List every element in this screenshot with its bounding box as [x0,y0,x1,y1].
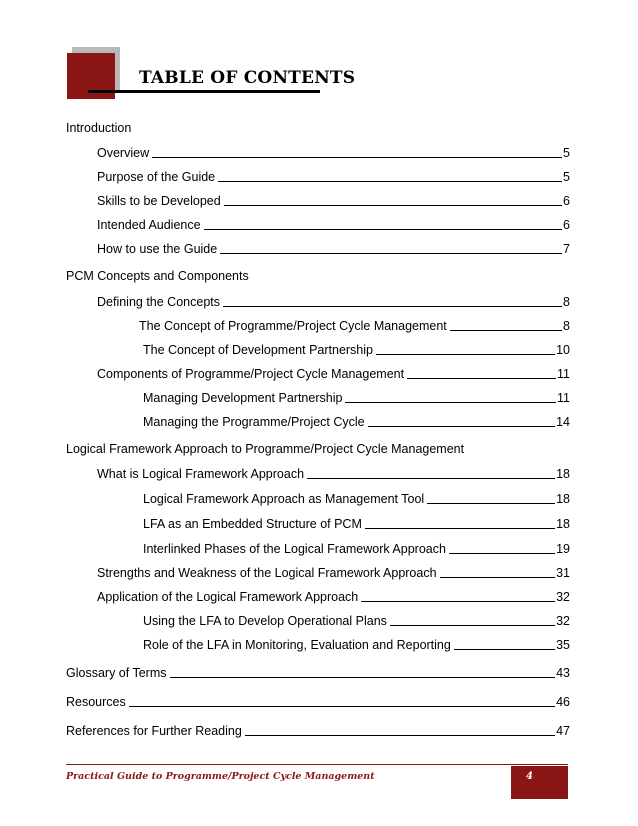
toc-entry[interactable] [66,723,570,738]
toc-leader [450,329,562,331]
toc-entry-page: 10 [556,343,570,357]
toc-entry-label: The Concept of Programme/Project Cycle Management [139,319,447,333]
toc-entry[interactable] [143,414,570,429]
page-number: 4 [526,771,533,782]
toc-entry[interactable] [97,193,570,208]
toc-entry[interactable] [143,390,570,405]
toc-entry-page: 18 [556,492,570,506]
toc-entry-label: Managing the Programme/Project Cycle [143,415,365,429]
toc-entry[interactable] [143,516,570,531]
toc-entry[interactable] [143,342,570,357]
toc-leader [440,576,556,578]
toc-entry-page: 8 [563,319,570,333]
toc-entry[interactable] [97,217,570,232]
toc-entry-page: 31 [556,566,570,580]
toc-entry[interactable] [143,491,570,506]
toc-leader [220,252,562,254]
toc-entry-label: LFA as an Embedded Structure of PCM [143,517,362,531]
toc-entry[interactable] [97,241,570,256]
toc-entry-page: 32 [556,590,570,604]
toc-entry[interactable] [97,466,570,481]
toc-section-introduction: Introduction [66,121,132,135]
toc-entry-page: 46 [556,695,570,709]
toc-leader [365,527,555,529]
toc-entry-page: 18 [556,517,570,531]
toc-entry-page: 35 [556,638,570,652]
footer-title: Practical Guide to Programme/Project Cycle Management [66,771,375,782]
toc-entry-label: Using the LFA to Develop Operational Plans [143,614,387,628]
toc-leader [218,180,562,182]
title-underline [88,90,320,93]
toc-leader [427,502,555,504]
toc-leader [245,734,555,736]
toc-leader [376,353,555,355]
toc-section-pcm-concepts: PCM Concepts and Components [66,269,249,283]
toc-entry-page: 11 [557,391,570,405]
toc-entry-page: 14 [556,415,570,429]
toc-entry[interactable] [97,366,570,381]
toc-leader [223,305,562,307]
toc-entry-label: Resources [66,695,126,709]
toc-entry-label: The Concept of Development Partnership [143,343,373,357]
toc-entry-page: 8 [563,295,570,309]
toc-leader [224,204,562,206]
toc-entry-label: Skills to be Developed [97,194,221,208]
toc-entry-label: Role of the LFA in Monitoring, Evaluation and Reporting [143,638,451,652]
toc-entry[interactable] [143,613,570,628]
toc-leader [454,648,555,650]
toc-entry-label: Interlinked Phases of the Logical Framework Approach [143,542,446,556]
toc-entry[interactable] [66,694,570,709]
toc-entry[interactable] [97,565,570,580]
toc-entry-label: Managing Development Partnership [143,391,343,405]
toc-leader [307,477,555,479]
toc-entry-label: References for Further Reading [66,724,242,738]
toc-entry-label: Overview [97,146,150,160]
toc-entry-label: Components of Programme/Project Cycle Management [97,367,405,381]
toc-entry-label: Intended Audience [97,218,201,232]
toc-entry-page: 11 [557,367,570,381]
footer-rule [66,764,568,765]
toc-entry-page: 7 [563,242,570,256]
toc-entry-label: Glossary of Terms [66,666,167,680]
toc-entry-label: Defining the Concepts [97,295,220,309]
toc-leader [449,552,555,554]
toc-leader [407,377,556,379]
toc-leader [204,228,562,230]
toc-entry-label: How to use the Guide [97,242,218,256]
toc-leader [129,705,555,707]
toc-entry-label: What is Logical Framework Approach [97,467,305,481]
toc-entry[interactable] [97,294,570,309]
toc-entry-label: Application of the Logical Framework Approach [97,590,359,604]
toc-leader [390,624,555,626]
toc-entry-page: 6 [563,218,570,232]
toc-section-logical-framework: Logical Framework Approach to Programme/Project Cycle Management [66,442,465,456]
toc-entry[interactable] [143,637,570,652]
toc-entry[interactable] [97,169,570,184]
toc-leader [345,401,556,403]
toc-leader [361,600,555,602]
toc-leader [170,676,556,678]
toc-entry[interactable] [97,145,570,160]
toc-entry-page: 19 [556,542,570,556]
toc-entry-label: Strengths and Weakness of the Logical Framework Approach [97,566,437,580]
toc-entry-page: 18 [556,467,570,481]
toc-entry-page: 6 [563,194,570,208]
toc-entry-label: Purpose of the Guide [97,170,216,184]
toc-entry[interactable] [143,541,570,556]
toc-entry-page: 43 [556,666,570,680]
toc-entry[interactable] [66,665,570,680]
toc-leader [152,156,562,158]
toc-entry[interactable] [139,318,570,333]
toc-entry-page: 5 [563,146,570,160]
toc-leader [368,425,555,427]
toc-entry[interactable] [97,589,570,604]
toc-entry-page: 32 [556,614,570,628]
toc-entry-page: 47 [556,724,570,738]
toc-entry-label: Logical Framework Approach as Management Tool [143,492,425,506]
page-title: TABLE OF CONTENTS [139,68,356,88]
toc-entry-page: 5 [563,170,570,184]
